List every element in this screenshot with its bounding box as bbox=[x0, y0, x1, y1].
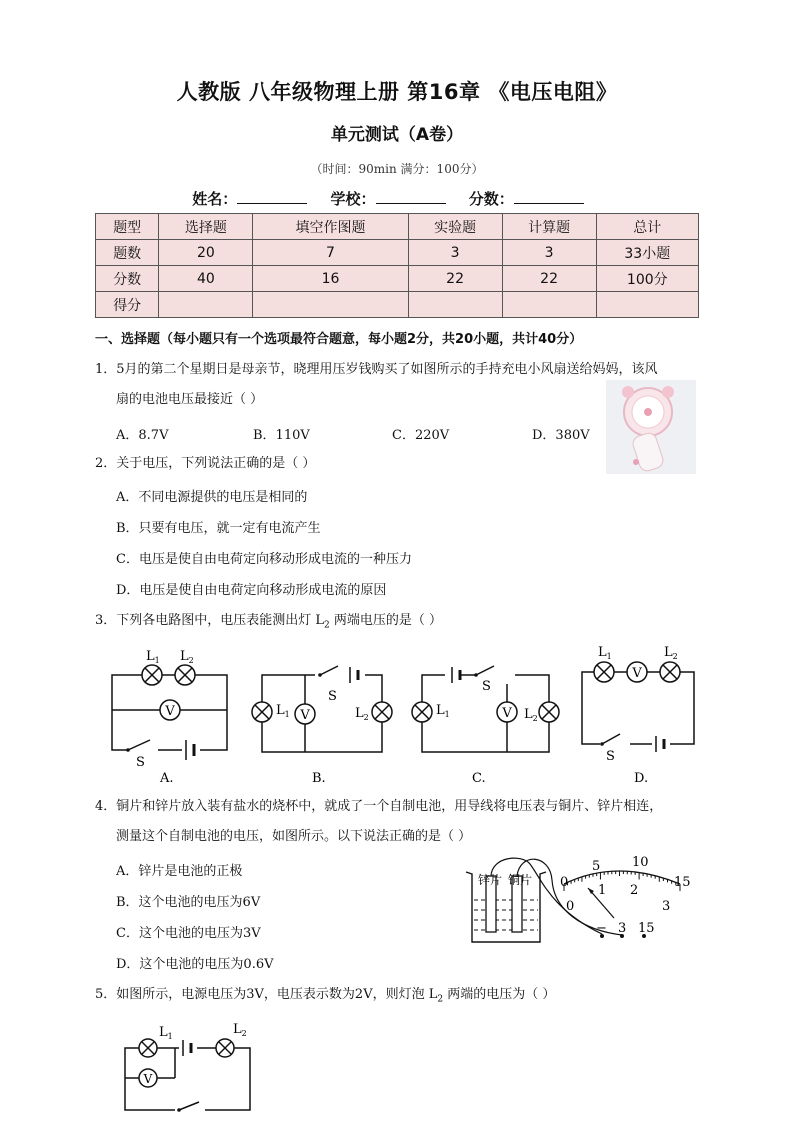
svg-text:0: 0 bbox=[566, 899, 575, 914]
svg-text:0: 0 bbox=[560, 875, 569, 890]
question-3-stem bbox=[95, 611, 442, 636]
table-cell: 22 bbox=[408, 266, 502, 292]
name-label: 姓名： bbox=[192, 190, 238, 208]
q3-stem-sub: 2 bbox=[324, 620, 330, 631]
q2-option-a: A．不同电源提供的电压是相同的 bbox=[116, 490, 308, 505]
table-cell: 3 bbox=[502, 240, 596, 266]
score-label: 分数： bbox=[468, 190, 514, 208]
score-table bbox=[95, 213, 699, 318]
svg-text:L1: $L_1$ bbox=[159, 1025, 173, 1041]
question-1-line2: 扇的电池电压最接近（ ） bbox=[116, 392, 264, 407]
svg-text:S: S bbox=[482, 679, 491, 694]
q5-stem-sub: 2 bbox=[437, 994, 444, 1005]
svg-text:15: 15 bbox=[674, 875, 691, 890]
student-info-line bbox=[0, 188, 794, 209]
q1-option-c: C．220V bbox=[392, 428, 450, 443]
table-cell: 选择题 bbox=[159, 214, 253, 240]
voltmeter-icon bbox=[497, 702, 517, 722]
section-heading: 一、选择题（每小题只有一个选项最符合题意，每小题2分，共20小题，共计40分） bbox=[95, 332, 583, 347]
hand-fan-photo bbox=[606, 380, 696, 474]
question-4-line2: 测量这个自制电池的电压，如图所示。以下说法正确的是（ ） bbox=[116, 829, 472, 844]
svg-text:L1: $L_1$ bbox=[598, 645, 612, 661]
q1-option-b: B．110V bbox=[253, 428, 310, 443]
table-row bbox=[96, 292, 699, 318]
q2-option-b: B．只要有电压，就一定有电流产生 bbox=[116, 521, 321, 536]
svg-text:1: 1 bbox=[598, 883, 607, 898]
svg-text:−: − bbox=[596, 921, 607, 936]
voltmeter-icon bbox=[160, 700, 180, 720]
table-cell: 计算题 bbox=[502, 214, 596, 240]
q1-option-a: A．8.7V bbox=[116, 428, 169, 443]
svg-text:L2: $L_2$ bbox=[664, 645, 678, 661]
table-cell: 33小题 bbox=[596, 240, 698, 266]
label-l2: $L_2$ bbox=[180, 649, 194, 665]
q4-option-b: B．这个电池的电压为6V bbox=[116, 895, 261, 910]
q5-stem-prefix: 5．如图所示，电源电压为3V，电压表示数为2V，则灯泡 L bbox=[95, 987, 438, 1002]
q2-option-c: C．电压是使自由电荷定向移动形成电流的一种压力 bbox=[116, 552, 412, 567]
table-cell: 20 bbox=[159, 240, 253, 266]
q2-option-d: D．电压是使自由电荷定向移动形成电流的原因 bbox=[116, 583, 387, 598]
svg-text:S: S bbox=[328, 689, 337, 704]
table-row bbox=[96, 214, 699, 240]
q1-option-d: D．380V bbox=[532, 428, 590, 443]
svg-text:2: 2 bbox=[630, 883, 639, 898]
table-cell: 实验题 bbox=[408, 214, 502, 240]
table-cell: 得分 bbox=[96, 292, 159, 318]
lamp-icon bbox=[252, 702, 272, 722]
q3-stem-prefix: 3．下列各电路图中，电压表能测出灯 L bbox=[95, 613, 325, 628]
voltmeter-icon bbox=[295, 704, 315, 724]
svg-text:V: V bbox=[143, 1072, 153, 1086]
svg-text:3: 3 bbox=[662, 899, 671, 914]
school-blank bbox=[376, 189, 446, 204]
svg-text:L2: $L_2$ bbox=[355, 706, 369, 722]
svg-text:3: 3 bbox=[618, 921, 627, 936]
score-blank bbox=[514, 189, 584, 204]
copper-label: 铜片 bbox=[508, 873, 533, 887]
page-title: 人教版 八年级物理上册 第16章 《电压电阻》 bbox=[176, 80, 618, 104]
table-cell: 7 bbox=[253, 240, 408, 266]
table-cell bbox=[159, 292, 253, 318]
table-cell: 题数 bbox=[96, 240, 159, 266]
svg-text:L1: $L_1$ bbox=[436, 703, 450, 719]
table-cell bbox=[502, 292, 596, 318]
svg-text:10: 10 bbox=[632, 855, 649, 870]
table-cell: 总计 bbox=[596, 214, 698, 240]
q3-label-b: B. bbox=[312, 771, 326, 786]
svg-text:L1: $L_1$ bbox=[276, 703, 290, 719]
lamp-icon bbox=[594, 662, 614, 682]
table-cell bbox=[253, 292, 408, 318]
lamp-icon bbox=[142, 665, 162, 685]
svg-text:L2: $L_2$ bbox=[233, 1022, 247, 1038]
q4-battery-voltmeter-figure bbox=[462, 850, 702, 950]
table-cell: 100分 bbox=[596, 266, 698, 292]
q5-circuit-diagram bbox=[115, 1020, 265, 1120]
table-cell bbox=[596, 292, 698, 318]
lamp-icon bbox=[372, 702, 392, 722]
table-cell: 题型 bbox=[96, 214, 159, 240]
zinc-label: 锌片 bbox=[478, 873, 503, 887]
table-row bbox=[96, 266, 699, 292]
circuit-d bbox=[594, 645, 680, 764]
svg-text:5: 5 bbox=[592, 859, 601, 874]
q4-option-d: D．这个电池的电压为0.6V bbox=[116, 957, 274, 972]
svg-text:L2: $L_2$ bbox=[524, 707, 538, 723]
question-4-line1: 4．铜片和锌片放入装有盐水的烧杯中，就成了一个自制电池，用导线将电压表与铜片、锌片相连， bbox=[95, 799, 663, 814]
q3-label-a: A. bbox=[160, 771, 174, 786]
svg-text:S: S bbox=[606, 749, 615, 764]
voltmeter-icon bbox=[627, 662, 647, 682]
table-row bbox=[96, 240, 699, 266]
time-info: （时间：90min 满分：100分） bbox=[310, 162, 484, 176]
q4-option-c: C．这个电池的电压为3V bbox=[116, 926, 261, 941]
label-s: S bbox=[136, 755, 145, 770]
q3-label-c: C. bbox=[472, 771, 486, 786]
label-l1: $L_1$ bbox=[146, 649, 160, 665]
table-cell: 16 bbox=[253, 266, 408, 292]
name-blank bbox=[237, 189, 307, 204]
table-cell: 22 bbox=[502, 266, 596, 292]
q4-option-a: A．锌片是电池的正极 bbox=[116, 864, 243, 879]
q3-stem-suffix: 两端电压的是（ ） bbox=[329, 613, 443, 628]
lamp-icon bbox=[412, 702, 432, 722]
svg-text:15: 15 bbox=[638, 921, 655, 936]
q3-label-d: D. bbox=[634, 771, 649, 786]
lamp-icon bbox=[539, 702, 559, 722]
table-cell: 填空作图题 bbox=[253, 214, 408, 240]
question-5-stem bbox=[95, 985, 555, 1010]
table-cell: 3 bbox=[408, 240, 502, 266]
q3-circuit-diagrams: V $L_1$ $L_2$ S $L_1$ $L_2$ S $L_1$ $L_2$ S $L_1$ $L_2$ S A. B. C. D. bbox=[100, 640, 710, 790]
table-cell bbox=[408, 292, 502, 318]
question-1-line1: 1．5月的第二个星期日是母亲节，晓理用压岁钱购买了如图所示的手持充电小风扇送给妈妈，该风 bbox=[95, 362, 658, 377]
school-label: 学校： bbox=[330, 190, 376, 208]
page-subtitle: 单元测试（A卷） bbox=[330, 125, 464, 145]
lamp-icon bbox=[175, 665, 195, 685]
lamp-icon bbox=[660, 662, 680, 682]
table-cell: 分数 bbox=[96, 266, 159, 292]
question-2-stem: 2．关于电压，下列说法正确的是（ ） bbox=[95, 456, 316, 471]
q5-stem-suffix: 两端的电压为（ ） bbox=[443, 987, 556, 1002]
table-cell: 40 bbox=[159, 266, 253, 292]
